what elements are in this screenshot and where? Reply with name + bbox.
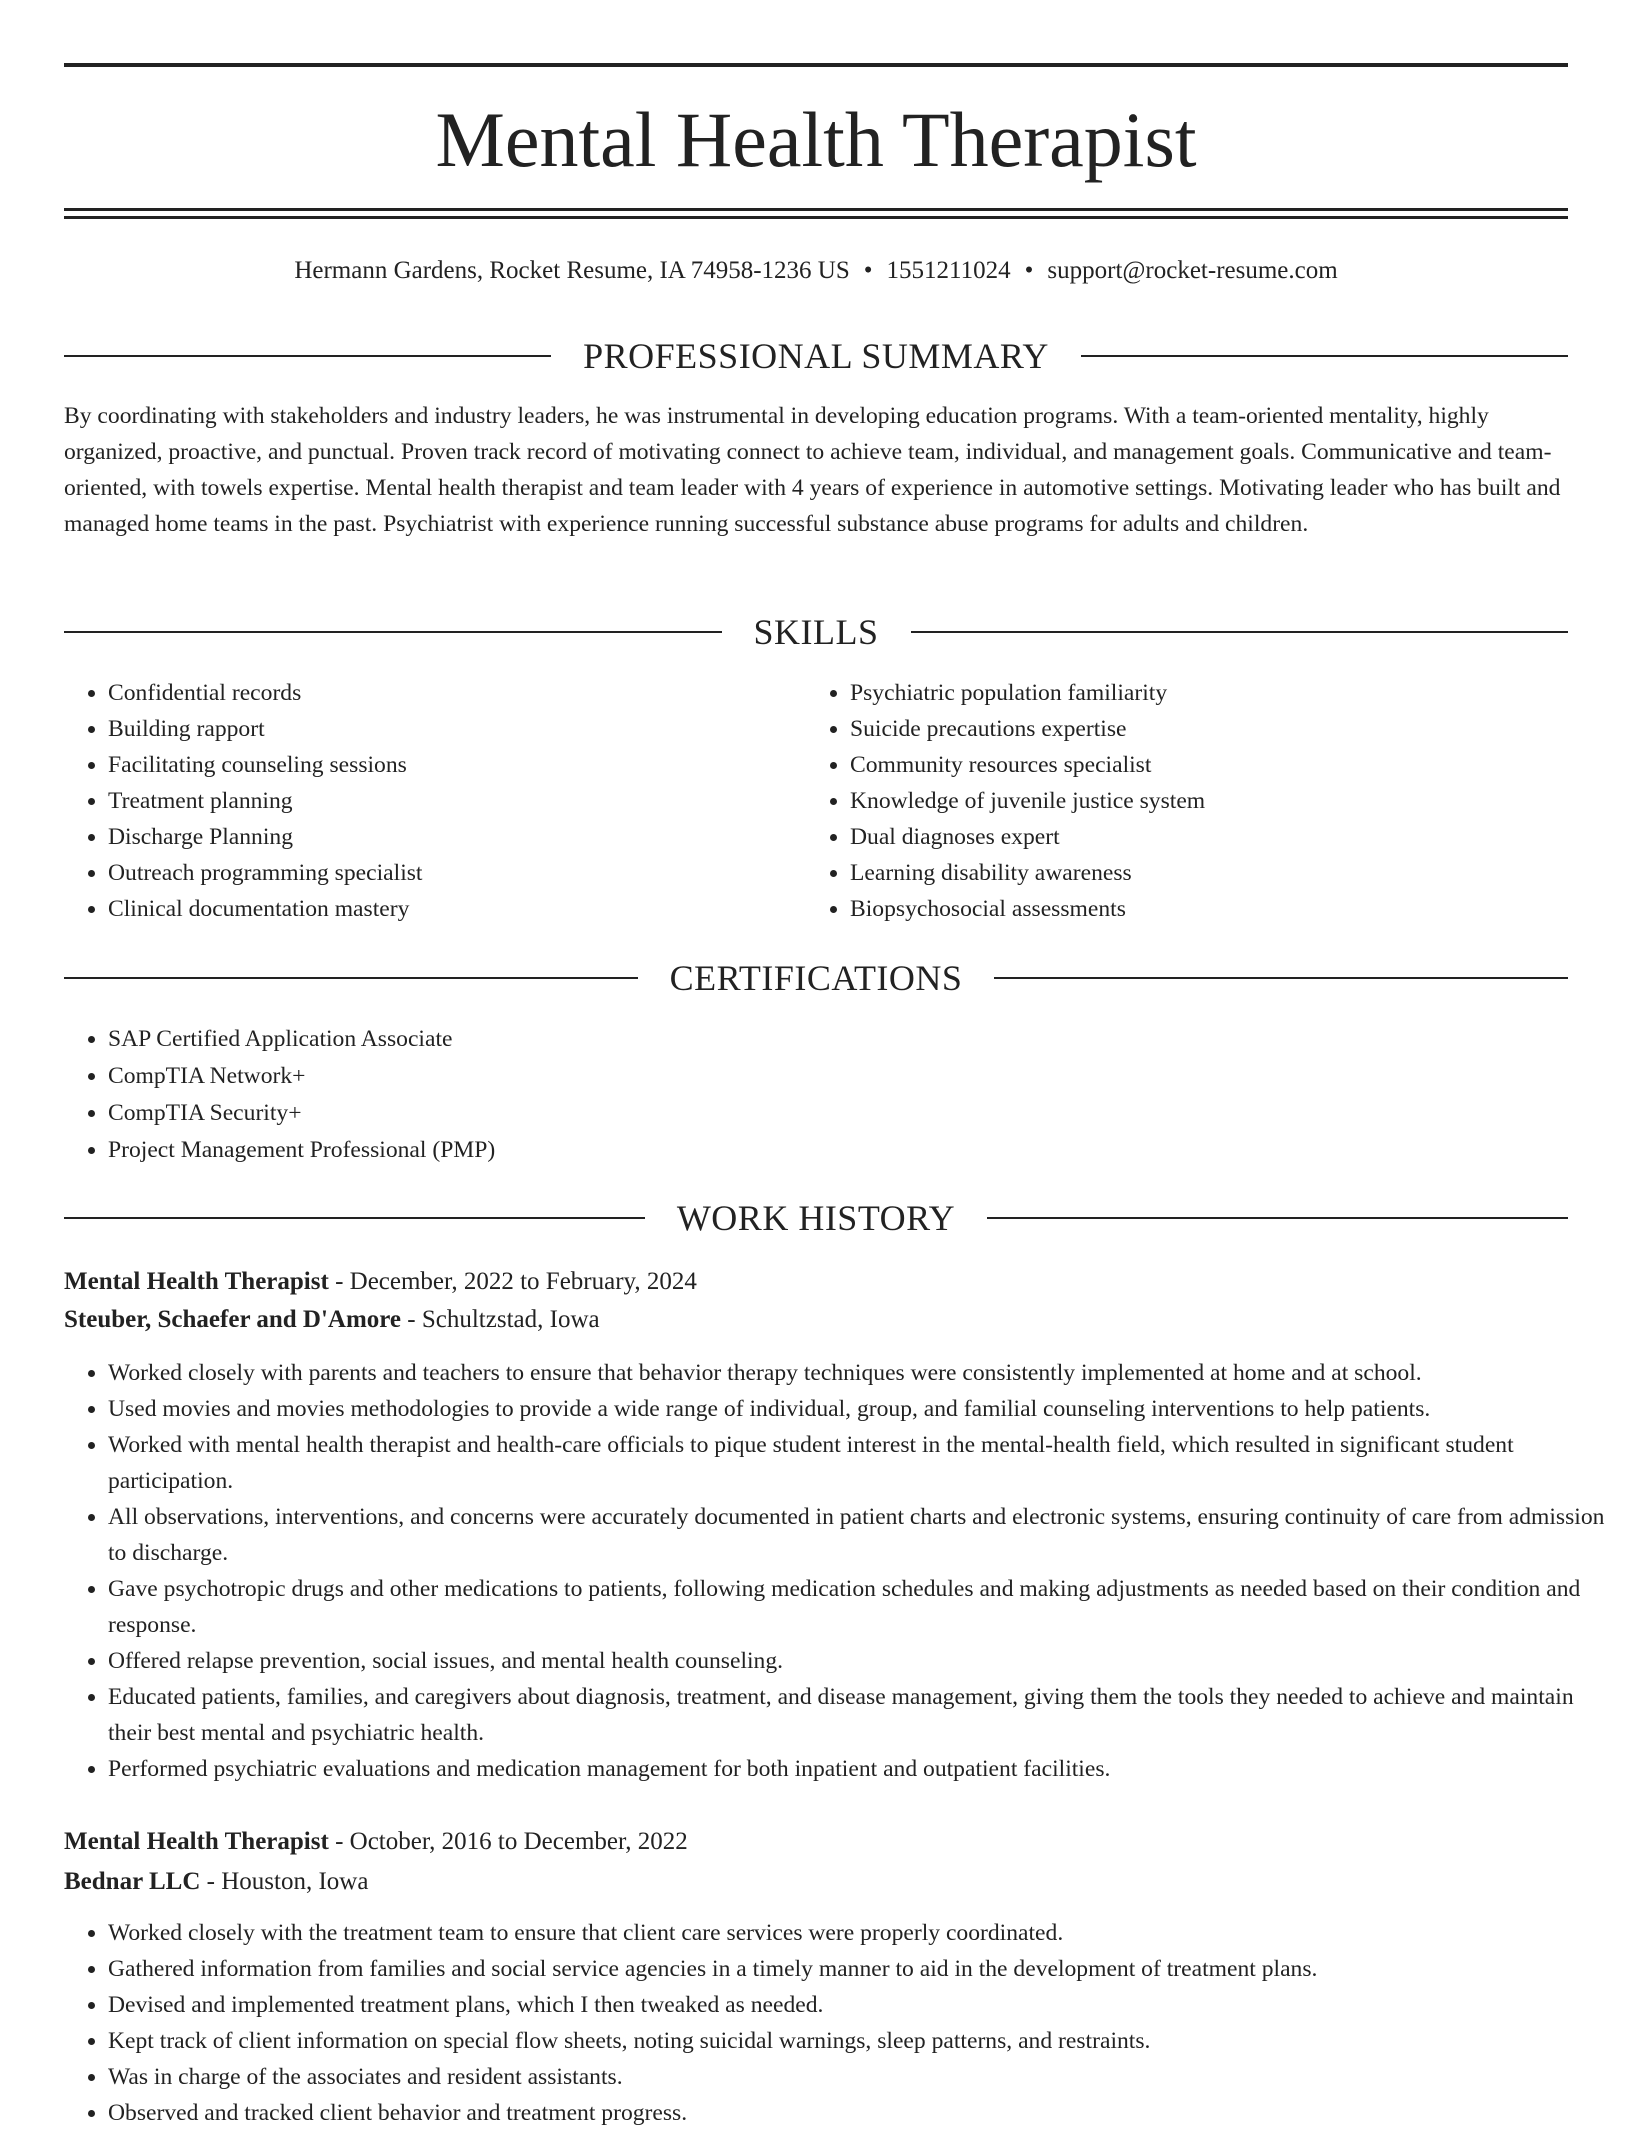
contact-separator: • [863, 257, 873, 284]
header-top-rule [64, 63, 1568, 67]
job-company: Steuber, Schaefer and D'Amore [64, 1306, 402, 1333]
job-bullets [64, 1915, 1612, 2131]
job-bullet: • Worked closely with the treatment team to ensure that client care services were properly coordinated. [108, 1915, 1612, 1951]
section-title: CERTIFICATIONS [669, 958, 963, 998]
skill-item: • Treatment planning [108, 783, 808, 819]
section-title: SKILLS [753, 612, 879, 652]
job-location: - Schultzstad, Iowa [401, 1306, 600, 1333]
heading-rule-left [64, 631, 722, 633]
job-bullet: • Kept track of client information on special flow sheets, noting suicidal warnings, sleep patterns, and restraints. [108, 2023, 1612, 2059]
contact-address: Hermann Gardens, Rocket Resume, IA 74958-1236 US [294, 257, 850, 284]
job-bullet: • Devised and implemented treatment plans, which I then tweaked as needed. [108, 1987, 1612, 2023]
job-role: Mental Health Therapist [64, 1828, 329, 1855]
skill-item: • Building rapport [108, 711, 808, 747]
skill-item: • Clinical documentation mastery [108, 891, 808, 927]
contact-email: support@rocket-resume.com [1047, 257, 1338, 284]
skills-heading [64, 610, 1568, 654]
skills-list-left [64, 675, 808, 927]
job-bullet: • Performed psychiatric evaluations and medication management for both inpatient and outpatient facilities. [108, 1751, 1612, 1787]
job-company: Bednar LLC [64, 1868, 201, 1895]
skill-item: • Discharge Planning [108, 819, 808, 855]
heading-rule-left [64, 1217, 645, 1219]
certification-item: • CompTIA Security+ [108, 1095, 1612, 1132]
certification-item: • SAP Certified Application Associate [108, 1021, 1612, 1058]
section-title: PROFESSIONAL SUMMARY [583, 336, 1049, 376]
job-company-line [64, 1300, 1568, 1339]
heading-rule-right [994, 977, 1568, 979]
job-bullet: • Worked closely with parents and teachers to ensure that behavior therapy techniques were consistently implemented at home and at school. [108, 1355, 1612, 1391]
certification-item: • CompTIA Network+ [108, 1058, 1612, 1095]
heading-rule-right [911, 631, 1569, 633]
summary-text: By coordinating with stakeholders and industry leaders, he was instrumental in developing education programs. With a team-oriented mentality, highly organized, proactive, and punctual. Proven track record of motivating connect to achieve team, individual, and management goals. Communicative and team-oriented, with towels expertise. Mental health therapist and team leader with 4 years of experience in automotive settings. Motivating leader who has built and managed home teams in the past. Psychiatrist with experience running successful substance abuse programs for adults and children. [64, 403, 1561, 537]
certifications-list [64, 1021, 1612, 1169]
certifications-heading [64, 956, 1568, 1000]
skill-item: • Psychiatric population familiarity [850, 675, 1610, 711]
skill-item: • Dual diagnoses expert [850, 819, 1610, 855]
skill-item: • Confidential records [108, 675, 808, 711]
job-bullet: • Observed and tracked client behavior and treatment progress. [108, 2095, 1612, 2131]
job-title-line [64, 1262, 1568, 1301]
skill-item: • Facilitating counseling sessions [108, 747, 808, 783]
job-dates: - October, 2016 to December, 2022 [328, 1828, 688, 1855]
job-title-line [64, 1822, 1568, 1861]
job-dates: - December, 2022 to February, 2024 [328, 1268, 697, 1295]
job-bullet: • Offered relapse prevention, social issues, and mental health counseling. [108, 1643, 1612, 1679]
job-bullet: • Gave psychotropic drugs and other medications to patients, following medication schedules and making adjustments as needed based on their condition and response. [108, 1571, 1612, 1643]
section-title: WORK HISTORY [676, 1198, 956, 1238]
skill-item: • Community resources specialist [850, 747, 1610, 783]
resume-title: Mental Health Therapist [435, 96, 1197, 183]
contact-line [64, 253, 1568, 289]
summary-heading [64, 334, 1568, 378]
job-bullet: • Worked with mental health therapist and health-care officials to pique student interest in the mental-health field, which resulted in significant student participation. [108, 1427, 1612, 1499]
heading-rule-left [64, 977, 638, 979]
contact-phone: 1551211024 [886, 257, 1011, 284]
skill-item: • Outreach programming specialist [108, 855, 808, 891]
header-double-rule [64, 208, 1568, 219]
certification-item: • Project Management Professional (PMP) [108, 1132, 1612, 1169]
skill-item: • Biopsychosocial assessments [850, 891, 1610, 927]
job-bullet: • All observations, interventions, and concerns were accurately documented in patient charts and electronic systems, ensuring continuity of care from admission to discharge. [108, 1499, 1612, 1571]
job-bullet: • Gathered information from families and social service agencies in a timely manner to aid in the development of treatment plans. [108, 1951, 1612, 1987]
skill-item: • Suicide precautions expertise [850, 711, 1610, 747]
heading-rule-left [64, 355, 551, 357]
skills-list-right [806, 675, 1610, 927]
heading-rule-right [987, 1217, 1568, 1219]
skill-item: • Learning disability awareness [850, 855, 1610, 891]
job-bullet: • Was in charge of the associates and resident assistants. [108, 2059, 1612, 2095]
job-role: Mental Health Therapist [64, 1268, 329, 1295]
job-company-line [64, 1862, 1568, 1901]
job-location: - Houston, Iowa [200, 1868, 369, 1895]
work-history-heading [64, 1196, 1568, 1240]
job-bullet: • Used movies and movies methodologies to provide a wide range of individual, group, and familial counseling interventions to help patients. [108, 1391, 1612, 1427]
job-bullet: • Educated patients, families, and caregivers about diagnosis, treatment, and disease management, giving them the tools they needed to achieve and maintain their best mental and psychiatric health. [108, 1679, 1612, 1751]
skill-item: • Knowledge of juvenile justice system [850, 783, 1610, 819]
heading-rule-right [1081, 355, 1568, 357]
contact-separator: • [1024, 257, 1034, 284]
job-bullets [64, 1355, 1612, 1787]
